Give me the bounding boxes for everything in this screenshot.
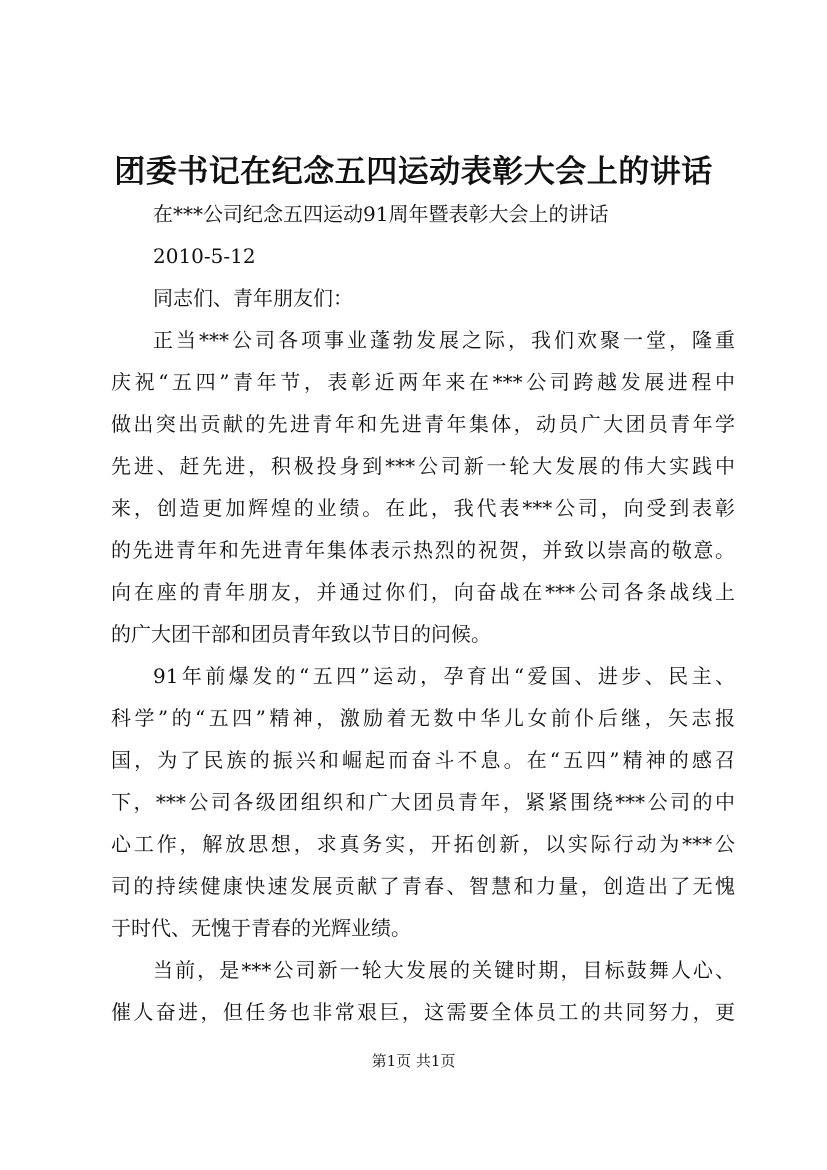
paragraph-2-line: 国，为了民族的振兴和崛起而奋斗不息。在“五四”精神的感召 — [111, 748, 735, 772]
paragraph-1-line: 先进、赶先进，积极投身到***公司新一轮大发展的伟大实践中 — [111, 454, 735, 478]
paragraph-1-line: 向在座的青年朋友，并通过你们，向奋战在***公司各条战线上 — [111, 580, 735, 604]
paragraph-2-line: 91年前爆发的“五四”运动，孕育出“爱国、进步、民主、 — [153, 664, 735, 688]
paragraph-3-line: 催人奋进，但任务也非常艰巨，这需要全体员工的共同努力，更 — [111, 1000, 735, 1024]
paragraph-2-line: 于时代、无愧于青春的光辉业绩。 — [111, 916, 411, 940]
paragraph-1-line: 的广大团干部和团员青年致以节日的问候。 — [111, 622, 491, 646]
paragraph-1-line: 来，创造更加辉煌的业绩。在此，我代表***公司，向受到表彰 — [111, 496, 735, 520]
subtitle-line: 在***公司纪念五四运动91周年暨表彰大会上的讲话 — [153, 202, 609, 226]
paragraph-1-line: 的先进青年和先进青年集体表示热烈的祝贺，并致以崇高的敬意。 — [111, 538, 735, 562]
document-title: 团委书记在纪念五四运动表彰大会上的讲话 — [114, 154, 713, 190]
document-body — [111, 193, 735, 1033]
paragraph-2-line: 心工作，解放思想，求真务实，开拓创新，以实际行动为***公 — [111, 832, 735, 856]
paragraph-2-line: 司的持续健康快速发展贡献了青春、智慧和力量，创造出了无愧 — [111, 874, 735, 898]
salutation-line: 同志们、青年朋友们： — [153, 286, 353, 310]
paragraph-2-line: 下，***公司各级团组织和广大团员青年，紧紧围绕***公司的中 — [111, 790, 735, 814]
paragraph-2-line: 科学”的“五四”精神，激励着无数中华儿女前仆后继，矢志报 — [111, 706, 735, 730]
date-line: 2010-5-12 — [153, 244, 256, 268]
paragraph-1-line: 做出突出贡献的先进青年和先进青年集体，动员广大团员青年学 — [111, 412, 735, 436]
page-number-footer: 第1页 共1页 — [371, 1052, 456, 1070]
paragraph-1-line: 庆祝“五四”青年节，表彰近两年来在***公司跨越发展进程中 — [111, 370, 735, 394]
paragraph-1-line: 正当***公司各项事业蓬勃发展之际，我们欢聚一堂，隆重 — [153, 328, 735, 352]
paragraph-3-line: 当前，是***公司新一轮大发展的关键时期，目标鼓舞人心、 — [153, 958, 735, 982]
